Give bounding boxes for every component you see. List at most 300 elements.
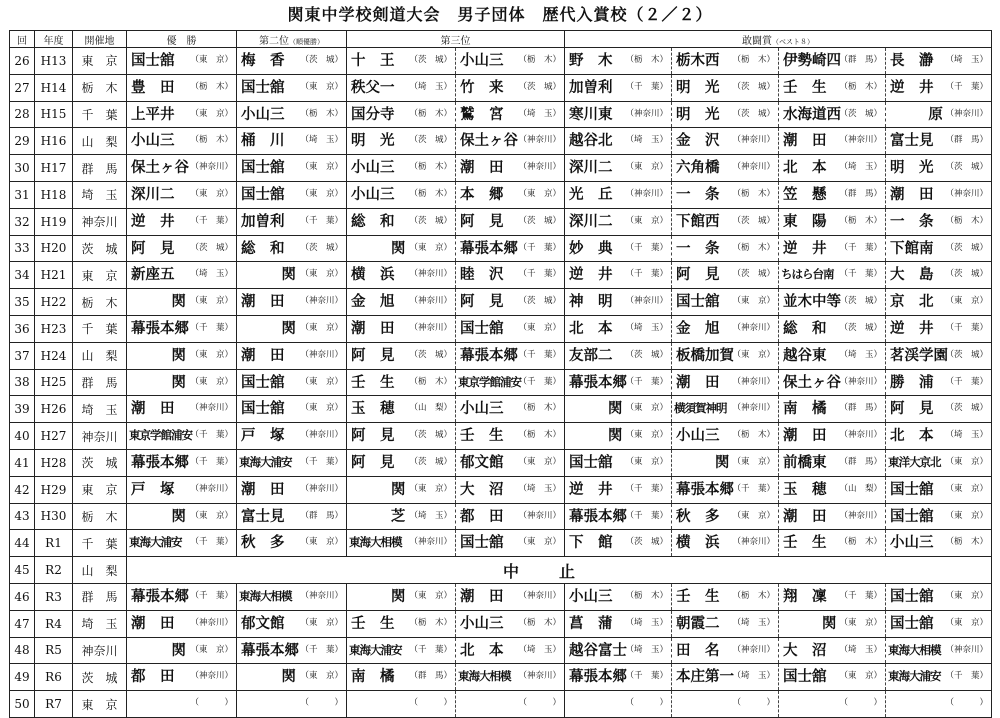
school-name: 北 本 xyxy=(890,427,934,445)
school-name: 豊 田 xyxy=(131,78,175,96)
school-cell xyxy=(886,48,992,75)
school-cell xyxy=(127,691,237,718)
prefecture: （茨 城） xyxy=(409,430,452,441)
school-name: 関 xyxy=(171,346,186,364)
school-cell xyxy=(779,476,886,503)
school-cell xyxy=(886,369,992,396)
prefecture: （栃 木） xyxy=(732,55,775,65)
school-name: 国士舘 xyxy=(890,587,934,605)
school-name: 国分寺 xyxy=(351,105,395,123)
prefecture: （茨 城） xyxy=(518,81,561,92)
prefecture: （茨 城） xyxy=(625,537,668,548)
cell-no: 35 xyxy=(10,289,35,316)
school-cell xyxy=(347,503,456,530)
prefecture: （東 京） xyxy=(732,296,775,307)
prefecture: （神奈川） xyxy=(300,349,343,360)
prefecture: （神奈川） xyxy=(300,430,343,441)
prefecture: （神奈川） xyxy=(518,162,561,173)
school-cell xyxy=(237,289,347,316)
school-name: 東海大浦安 xyxy=(888,669,941,684)
school-cell xyxy=(565,208,672,235)
school-cell xyxy=(237,396,347,423)
cell-year: R2 xyxy=(35,557,73,584)
school-cell xyxy=(886,128,992,155)
table-row xyxy=(10,423,992,450)
school-name: 栃木西 xyxy=(676,52,720,69)
prefecture: （千 葉） xyxy=(300,215,343,226)
prefecture: （千 葉） xyxy=(732,483,775,494)
school-name: 幕張本郷 xyxy=(676,480,734,498)
school-cell xyxy=(886,74,992,101)
school-name: 関 xyxy=(821,614,837,632)
cell-host: 埼 玉 xyxy=(73,396,127,423)
school-cell xyxy=(237,583,347,610)
school-name: 京 北 xyxy=(890,293,934,311)
school-cell xyxy=(565,48,672,75)
cell-no: 30 xyxy=(10,155,35,182)
school-name: 大 沼 xyxy=(460,480,504,498)
table-row xyxy=(10,101,992,128)
school-cell xyxy=(347,369,456,396)
prefecture: （神奈川） xyxy=(409,537,452,548)
prefecture: （埼 玉） xyxy=(839,644,882,655)
school-name: 保土ヶ谷 xyxy=(460,132,518,150)
prefecture: （東 京） xyxy=(190,55,233,65)
prefecture: （東 京） xyxy=(625,162,668,173)
school-name: 深川二 xyxy=(131,185,175,203)
school-name: 壬 生 xyxy=(351,373,395,391)
school-cell xyxy=(456,315,565,342)
table-row xyxy=(10,637,992,664)
prefecture: （千 葉） xyxy=(190,215,233,226)
school-cell xyxy=(127,530,237,557)
school-cell xyxy=(127,369,237,396)
cancelled-cell: 中止 xyxy=(127,557,992,584)
prefecture: （東 京） xyxy=(518,322,561,333)
school-name: 東京学館浦安 xyxy=(129,428,192,443)
cell-no: 49 xyxy=(10,664,35,691)
school-cell xyxy=(456,208,565,235)
prefecture: （東 京） xyxy=(518,537,561,548)
school-cell xyxy=(565,664,672,691)
school-cell xyxy=(127,155,237,182)
prefecture: （茨 城） xyxy=(300,55,343,65)
school-name: 保土ヶ谷 xyxy=(783,373,841,391)
school-name: 国士舘 xyxy=(890,614,934,632)
prefecture: （神奈川） xyxy=(732,403,775,414)
school-cell xyxy=(565,369,672,396)
school-name: 南 橘 xyxy=(783,400,827,418)
school-cell xyxy=(127,289,237,316)
school-name: 潮 田 xyxy=(783,427,827,445)
cell-year: H16 xyxy=(35,128,73,155)
prefecture: （茨 城） xyxy=(409,349,452,360)
prefecture: （埼 玉） xyxy=(300,135,343,146)
school-cell xyxy=(347,637,456,664)
prefecture: （群 馬） xyxy=(300,510,343,521)
school-name: 東海大相模 xyxy=(239,588,292,603)
prefecture: （栃 木） xyxy=(839,537,882,548)
cell-year: H30 xyxy=(35,503,73,530)
prefecture: （神奈川） xyxy=(732,322,775,333)
school-name: 伊勢崎四 xyxy=(783,52,841,69)
school-cell xyxy=(565,289,672,316)
school-cell xyxy=(127,101,237,128)
school-name: 本庄第一 xyxy=(676,668,734,686)
school-cell xyxy=(672,476,779,503)
prefecture: （千 葉） xyxy=(409,644,452,655)
prefecture: （茨 城） xyxy=(839,296,882,307)
prefecture: （千 葉） xyxy=(625,81,668,92)
cell-host: 栃 木 xyxy=(73,289,127,316)
prefecture: （東 京） xyxy=(300,81,343,92)
school-name: 神 明 xyxy=(569,293,613,311)
school-name: 都 田 xyxy=(460,507,504,525)
school-name: 板橋加賀 xyxy=(676,346,734,364)
school-cell xyxy=(237,637,347,664)
prefecture: （東 京） xyxy=(190,108,233,119)
school-cell xyxy=(779,503,886,530)
cell-year: H22 xyxy=(35,289,73,316)
school-cell xyxy=(886,476,992,503)
school-cell xyxy=(886,423,992,450)
school-cell xyxy=(565,476,672,503)
school-cell xyxy=(779,128,886,155)
prefecture: （茨 城） xyxy=(945,403,988,414)
school-cell xyxy=(672,691,779,718)
prefecture: （神奈川） xyxy=(839,376,882,387)
school-cell xyxy=(456,48,565,75)
school-cell xyxy=(886,691,992,718)
prefecture: （東 京） xyxy=(625,215,668,226)
school-name: 富士見 xyxy=(241,507,285,525)
school-cell xyxy=(779,583,886,610)
school-name: 阿 見 xyxy=(460,293,504,311)
prefecture: （東 京） xyxy=(300,537,343,548)
prefecture: （群 馬） xyxy=(409,671,452,682)
school-cell xyxy=(672,235,779,262)
cell-host: 群 馬 xyxy=(73,155,127,182)
school-name: 金 旭 xyxy=(676,319,720,337)
school-name: 幕張本郷 xyxy=(569,668,627,686)
prefecture: （東 京） xyxy=(190,644,233,655)
header-year: 年度 xyxy=(35,31,73,48)
prefecture: （神奈川） xyxy=(190,671,233,682)
prefecture: （群 馬） xyxy=(945,135,988,146)
school-cell xyxy=(779,664,886,691)
cell-year: H13 xyxy=(35,48,73,75)
table-row xyxy=(10,369,992,396)
cell-host: 埼 玉 xyxy=(73,610,127,637)
school-name: 阿 見 xyxy=(351,346,395,364)
prefecture: （東 京） xyxy=(190,296,233,307)
prefecture: （神奈川） xyxy=(839,430,882,441)
school-name: 笠 懸 xyxy=(783,185,827,203)
school-name: 十 王 xyxy=(351,52,395,69)
school-cell xyxy=(456,74,565,101)
school-name: 関 xyxy=(714,453,730,471)
school-cell xyxy=(886,530,992,557)
prefecture: （栃 木） xyxy=(625,55,668,65)
cell-year: R3 xyxy=(35,583,73,610)
school-cell xyxy=(886,208,992,235)
cell-year: H21 xyxy=(35,262,73,289)
school-name: 小山三 xyxy=(676,427,720,445)
header-row xyxy=(10,31,992,48)
school-name: 北 本 xyxy=(783,159,827,177)
school-cell xyxy=(237,503,347,530)
school-name: 国士舘 xyxy=(241,400,285,418)
cell-host: 神奈川 xyxy=(73,423,127,450)
school-name: 梅 香 xyxy=(241,52,285,69)
school-cell xyxy=(886,637,992,664)
prefecture: （ ） xyxy=(300,698,343,709)
school-name: 明 光 xyxy=(676,105,720,123)
school-name: 深川二 xyxy=(569,212,613,230)
school-name: 一 条 xyxy=(890,212,934,230)
header-third: 第三位 xyxy=(347,31,565,48)
school-name: 東海大相模 xyxy=(349,535,402,550)
prefecture: （ ） xyxy=(518,698,561,709)
school-name: 関 xyxy=(390,480,406,498)
prefecture: （栃 木） xyxy=(945,537,988,548)
school-name: 秋 多 xyxy=(241,534,285,552)
school-cell xyxy=(347,530,456,557)
prefecture: （茨 城） xyxy=(190,242,233,253)
school-name: 関 xyxy=(607,427,623,445)
header-second: 第二位（順優勝） xyxy=(237,31,347,48)
prefecture: （東 京） xyxy=(732,349,775,360)
prefecture: （千 葉） xyxy=(625,483,668,494)
school-name: 上平井 xyxy=(131,105,175,123)
cell-no: 44 xyxy=(10,530,35,557)
school-name: 鷲 宮 xyxy=(460,105,504,123)
school-cell xyxy=(779,610,886,637)
school-cell xyxy=(347,342,456,369)
prefecture: （東 京） xyxy=(300,188,343,199)
school-name: ちはら台南 xyxy=(781,267,834,282)
school-cell xyxy=(565,583,672,610)
school-name: 下 館 xyxy=(569,534,613,552)
header-no: 回 xyxy=(10,31,35,48)
cell-host: 東 京 xyxy=(73,691,127,718)
cell-no: 34 xyxy=(10,262,35,289)
school-name: 保土ヶ谷 xyxy=(131,159,189,177)
school-cell xyxy=(127,637,237,664)
school-name: 幕張本郷 xyxy=(131,587,189,605)
school-name: 国士舘 xyxy=(460,534,504,552)
prefecture: （茨 城） xyxy=(945,242,988,253)
school-cell xyxy=(565,396,672,423)
prefecture: （千 葉） xyxy=(625,269,668,280)
school-cell xyxy=(886,181,992,208)
school-name: 幕張本郷 xyxy=(569,507,627,525)
prefecture: （神奈川） xyxy=(190,483,233,494)
school-name: 都 田 xyxy=(131,668,175,686)
school-cell xyxy=(237,181,347,208)
school-name: 菖 蒲 xyxy=(569,614,613,632)
school-name: 幕張本郷 xyxy=(460,239,518,257)
cell-host: 千 葉 xyxy=(73,101,127,128)
prefecture: （茨 城） xyxy=(409,55,452,65)
cell-year: R4 xyxy=(35,610,73,637)
cell-host: 山 梨 xyxy=(73,128,127,155)
school-cell xyxy=(779,48,886,75)
prefecture: （東 京） xyxy=(945,483,988,494)
table-row xyxy=(10,557,992,584)
cell-year: H26 xyxy=(35,396,73,423)
cell-year: H20 xyxy=(35,235,73,262)
prefecture: （ ） xyxy=(945,698,988,709)
school-cell xyxy=(347,664,456,691)
school-cell xyxy=(456,128,565,155)
school-cell xyxy=(779,208,886,235)
school-cell xyxy=(456,101,565,128)
school-name: 逆 井 xyxy=(131,212,175,230)
prefecture: （ ） xyxy=(732,698,775,709)
school-cell xyxy=(779,235,886,262)
school-cell xyxy=(779,155,886,182)
prefecture: （茨 城） xyxy=(839,108,882,119)
prefecture: （東 京） xyxy=(945,456,988,467)
school-cell xyxy=(565,610,672,637)
school-cell xyxy=(456,396,565,423)
cell-no: 33 xyxy=(10,235,35,262)
school-name: 明 光 xyxy=(890,159,934,177)
school-name: 小山三 xyxy=(460,614,504,632)
prefecture: （栃 木） xyxy=(945,215,988,226)
table-row xyxy=(10,449,992,476)
school-cell xyxy=(347,155,456,182)
prefecture: （群 馬） xyxy=(839,188,882,199)
cell-year: H18 xyxy=(35,181,73,208)
table-row xyxy=(10,289,992,316)
school-cell xyxy=(237,235,347,262)
school-name: 南 橘 xyxy=(351,668,395,686)
school-cell xyxy=(672,396,779,423)
school-cell xyxy=(672,583,779,610)
cell-no: 39 xyxy=(10,396,35,423)
prefecture: （神奈川） xyxy=(732,537,775,548)
school-name: 深川二 xyxy=(569,159,613,177)
prefecture: （千 葉） xyxy=(300,456,343,467)
school-cell xyxy=(565,691,672,718)
prefecture: （茨 城） xyxy=(732,269,775,280)
cell-host: 茨 城 xyxy=(73,664,127,691)
school-name: 金 旭 xyxy=(351,293,395,311)
school-name: 戸 塚 xyxy=(131,480,175,498)
prefecture: （東 京） xyxy=(839,671,882,682)
prefecture: （埼 玉） xyxy=(732,671,775,682)
prefecture: （東 京） xyxy=(945,617,988,628)
school-cell xyxy=(672,74,779,101)
school-name: 総 和 xyxy=(783,319,827,337)
prefecture: （栃 木） xyxy=(732,430,775,441)
cell-no: 42 xyxy=(10,476,35,503)
cell-host: 東 京 xyxy=(73,262,127,289)
school-name: 潮 田 xyxy=(460,159,504,177)
prefecture: （千 葉） xyxy=(190,456,233,467)
prefecture: （千 葉） xyxy=(300,644,343,655)
school-cell xyxy=(672,342,779,369)
school-name: 郁文館 xyxy=(460,453,504,471)
school-cell xyxy=(347,583,456,610)
school-name: 潮 田 xyxy=(676,373,720,391)
school-name: 明 光 xyxy=(676,78,720,96)
prefecture: （東 京） xyxy=(190,376,233,387)
school-name: 芝 xyxy=(390,507,406,525)
school-name: 玉 穂 xyxy=(351,400,395,418)
school-cell xyxy=(779,289,886,316)
school-name: 朝霞二 xyxy=(676,614,720,632)
school-cell xyxy=(347,610,456,637)
prefecture: （茨 城） xyxy=(732,81,775,92)
prefecture: （栃 木） xyxy=(518,55,561,65)
school-cell xyxy=(127,262,237,289)
prefecture: （茨 城） xyxy=(409,456,452,467)
cell-no: 31 xyxy=(10,181,35,208)
school-name: 一 条 xyxy=(676,239,720,257)
school-cell xyxy=(237,423,347,450)
school-name: 東海大相模 xyxy=(888,642,941,657)
school-cell xyxy=(456,423,565,450)
school-cell xyxy=(127,449,237,476)
school-cell xyxy=(779,181,886,208)
prefecture: （千 葉） xyxy=(518,376,561,387)
prefecture: （東 京） xyxy=(300,322,343,333)
school-name: 関 xyxy=(171,507,186,525)
prefecture: （栃 木） xyxy=(839,81,882,92)
header-fighting-spirit: 敢闘賞（ベスト８） xyxy=(565,31,992,48)
school-name: 小山三 xyxy=(890,534,934,552)
prefecture: （埼 玉） xyxy=(518,644,561,655)
school-cell xyxy=(347,396,456,423)
school-name: 国士舘 xyxy=(460,319,504,337)
table-row xyxy=(10,342,992,369)
school-cell xyxy=(127,128,237,155)
school-cell xyxy=(779,691,886,718)
prefecture: （神奈川） xyxy=(518,590,561,601)
prefecture: （茨 城） xyxy=(945,269,988,280)
prefecture: （栃 木） xyxy=(518,430,561,441)
prefecture: （埼 玉） xyxy=(518,108,561,119)
prefecture: （東 京） xyxy=(732,456,775,467)
cell-no: 46 xyxy=(10,583,35,610)
school-name: 玉 穂 xyxy=(783,480,827,498)
prefecture: （茨 城） xyxy=(732,108,775,119)
school-name: 関 xyxy=(281,319,296,337)
cell-host: 東 京 xyxy=(73,476,127,503)
school-cell xyxy=(565,262,672,289)
school-cell xyxy=(347,128,456,155)
school-name: 小山三 xyxy=(569,587,613,605)
school-name: 桶 川 xyxy=(241,132,285,150)
prefecture: （山 梨） xyxy=(409,403,452,414)
school-cell xyxy=(237,74,347,101)
cell-no: 29 xyxy=(10,128,35,155)
cell-no: 38 xyxy=(10,369,35,396)
school-cell xyxy=(127,74,237,101)
school-name: 関 xyxy=(171,641,186,659)
school-name: 横 浜 xyxy=(676,534,720,552)
school-name: 大 島 xyxy=(890,266,934,284)
school-name: 国士舘 xyxy=(569,453,613,471)
school-cell xyxy=(886,664,992,691)
school-name: 総 和 xyxy=(241,239,285,257)
school-name: 東海大相模 xyxy=(458,669,511,684)
school-name: 壬 生 xyxy=(783,78,827,96)
prefecture: （ ） xyxy=(409,698,452,709)
